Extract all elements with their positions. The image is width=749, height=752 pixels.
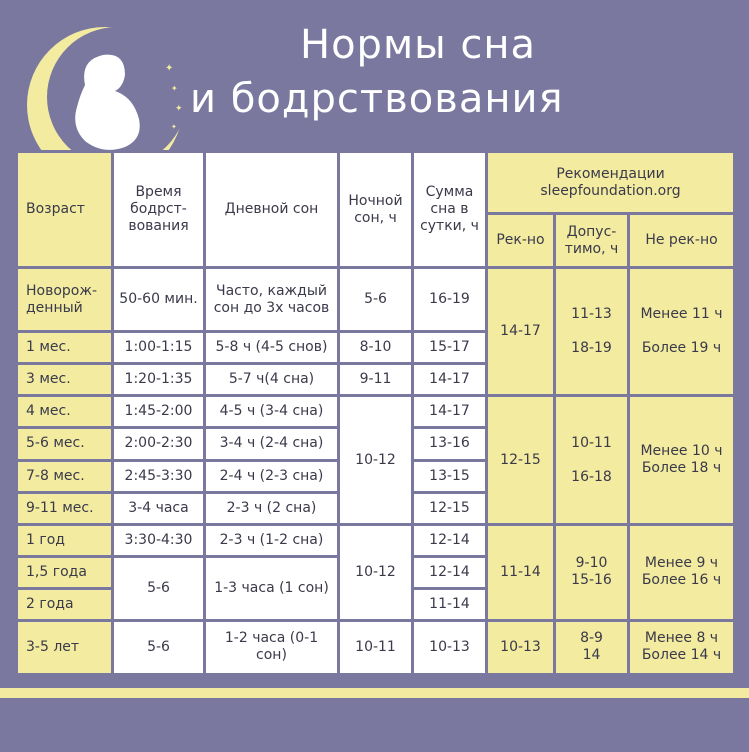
header-day: Дневной сон	[205, 152, 339, 268]
total-cell: 14-17	[413, 396, 487, 428]
svg-text:✦: ✦	[165, 63, 174, 74]
header-rec-no: Рек-но	[487, 214, 555, 268]
day-cell: 5-7 ч(4 сна)	[205, 364, 339, 396]
wake-cell: 50-60 мин.	[113, 268, 205, 332]
wake-cell: 2:00-2:30	[113, 428, 205, 460]
title-line-2: и бодрствования	[190, 76, 564, 122]
age-cell: 5-6 мес.	[17, 428, 113, 460]
wake-cell: 1:00-1:15	[113, 332, 205, 364]
age-cell: 1 мес.	[17, 332, 113, 364]
total-cell: 13-15	[413, 460, 487, 492]
age-cell: 9-11 мес.	[17, 492, 113, 524]
bottom-band	[0, 688, 749, 698]
age-cell: 2 года	[17, 588, 113, 620]
allowed-cell: 10-11 16-18	[555, 396, 629, 524]
wake-cell: 3-4 часа	[113, 492, 205, 524]
age-cell: 1,5 года	[17, 556, 113, 588]
header-night: Ночной сон, ч	[339, 152, 413, 268]
total-cell: 11-14	[413, 588, 487, 620]
table-row	[17, 268, 735, 332]
title-line-1: Нормы сна	[300, 22, 537, 68]
age-cell: Новорож-денный	[17, 268, 113, 332]
age-cell: 3-5 лет	[17, 620, 113, 674]
rec-cell: 11-14	[487, 524, 555, 620]
rec-cell: 14-17	[487, 268, 555, 396]
night-cell: 8-10	[339, 332, 413, 364]
day-cell: 1-2 часа (0-1 сон)	[205, 620, 339, 674]
day-cell: 3-4 ч (2-4 сна)	[205, 428, 339, 460]
night-cell: 9-11	[339, 364, 413, 396]
wake-cell: 5-6	[113, 556, 205, 620]
total-cell: 12-15	[413, 492, 487, 524]
table-row	[17, 524, 735, 556]
rec-cell: 12-15	[487, 396, 555, 524]
wake-cell: 2:45-3:30	[113, 460, 205, 492]
day-cell: 2-4 ч (2-3 сна)	[205, 460, 339, 492]
header-rec: Рекомендации sleepfoundation.org	[487, 152, 735, 214]
header-not-rec: Не рек-но	[629, 214, 735, 268]
total-cell: 12-14	[413, 524, 487, 556]
day-cell: 4-5 ч (3-4 сна)	[205, 396, 339, 428]
allowed-cell: 11-13 18-19	[555, 268, 629, 396]
page-title	[190, 18, 730, 126]
table-row	[17, 396, 735, 428]
rec-cell: 10-13	[487, 620, 555, 674]
header-allowed: Допус-тимо, ч	[555, 214, 629, 268]
svg-text:✦: ✦	[175, 104, 183, 114]
total-cell: 15-17	[413, 332, 487, 364]
not-rec-cell: Менее 11 ч Более 19 ч	[629, 268, 735, 396]
night-cell: 10-12	[339, 396, 413, 524]
total-cell: 10-13	[413, 620, 487, 674]
wake-cell: 5-6	[113, 620, 205, 674]
night-cell: 5-6	[339, 268, 413, 332]
table-row	[17, 620, 735, 674]
total-cell: 14-17	[413, 364, 487, 396]
header-total: Сумма сна в сутки, ч	[413, 152, 487, 268]
day-cell: 1-3 часа (1 сон)	[205, 556, 339, 620]
day-cell: 2-3 ч (1-2 сна)	[205, 524, 339, 556]
total-cell: 12-14	[413, 556, 487, 588]
allowed-cell: 8-9 14	[555, 620, 629, 674]
sleep-norms-table	[15, 150, 736, 676]
not-rec-cell: Менее 8 ч Более 14 ч	[629, 620, 735, 674]
header-wake: Время бодрст-вования	[113, 152, 205, 268]
not-rec-cell: Менее 10 ч Более 18 ч	[629, 396, 735, 524]
not-rec-cell: Менее 9 ч Более 16 ч	[629, 524, 735, 620]
age-cell: 3 мес.	[17, 364, 113, 396]
allowed-cell: 9-10 15-16	[555, 524, 629, 620]
wake-cell: 3:30-4:30	[113, 524, 205, 556]
night-cell: 10-12	[339, 524, 413, 620]
night-cell: 10-11	[339, 620, 413, 674]
wake-cell: 1:45-2:00	[113, 396, 205, 428]
svg-text:✦: ✦	[171, 84, 178, 93]
age-cell: 1 год	[17, 524, 113, 556]
day-cell: 5-8 ч (4-5 снов)	[205, 332, 339, 364]
day-cell: Часто, каждый сон до 3х часов	[205, 268, 339, 332]
age-cell: 7-8 мес.	[17, 460, 113, 492]
age-cell: 4 мес.	[17, 396, 113, 428]
total-cell: 16-19	[413, 268, 487, 332]
total-cell: 13-16	[413, 428, 487, 460]
header-age: Возраст	[17, 152, 113, 268]
day-cell: 2-3 ч (2 сна)	[205, 492, 339, 524]
svg-text:✦: ✦	[171, 123, 177, 131]
wake-cell: 1:20-1:35	[113, 364, 205, 396]
